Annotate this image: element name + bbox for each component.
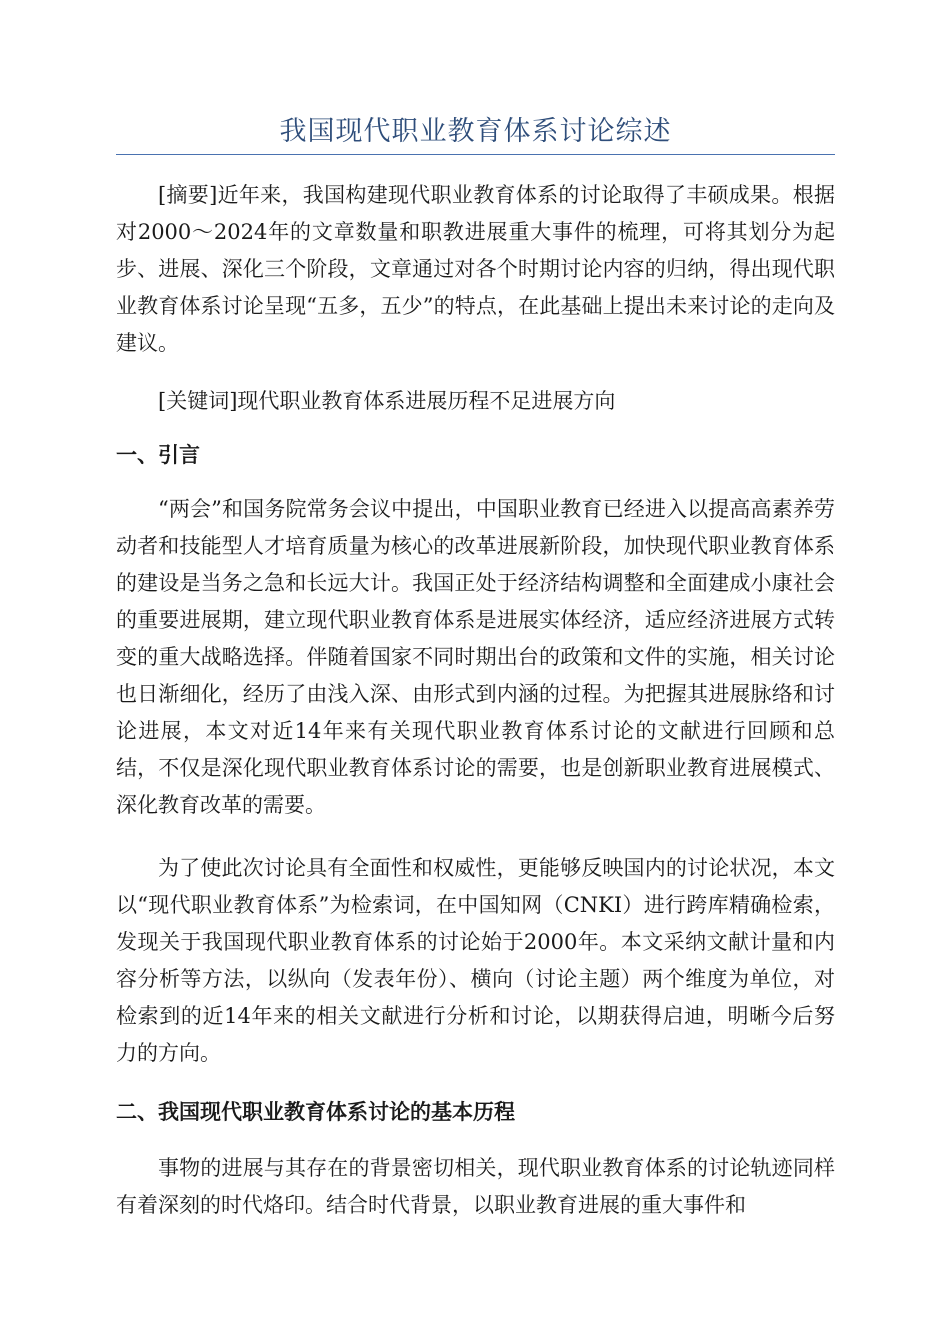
keywords-paragraph: [关键词]现代职业教育体系进展历程不足进展方向 [158, 389, 616, 413]
title-underline [116, 154, 835, 155]
body-paragraph: 为了使此次讨论具有全面性和权威性，更能够反映国内的讨论状况，本文以“现代职业教育体系”为检索词，在中国知网（CNKI）进行跨库精确检索，发现关于我国现代职业教育体系的讨论始于2000年。本文采纳文献计量和内容分析等方法，以纵向（发表年份）、横向（讨论主题）两个维度为单位，对检索到的近14年来的相关文献进行分析和讨论，以期获得启迪，明晰今后努力的方向。 [116, 856, 835, 1065]
section-heading-introduction: 一、引言 [116, 443, 200, 467]
section-heading-history: 二、我国现代职业教育体系讨论的基本历程 [116, 1100, 515, 1124]
document-title: 我国现代职业教育体系讨论综述 [279, 116, 672, 147]
body-paragraph: 事物的进展与其存在的背景密切相关，现代职业教育体系的讨论轨迹同样有着深刻的时代烙印。结合时代背景，以职业教育进展的重大事件和 [116, 1156, 835, 1217]
abstract-paragraph: [摘要]近年来，我国构建现代职业教育体系的讨论取得了丰硕成果。根据对2000～2024年的文章数量和职教进展重大事件的梳理，可将其划分为起步、进展、深化三个阶段，文章通过对各个时期讨论内容的归纳，得出现代职业教育体系讨论呈现“五多，五少”的特点，在此基础上提出未来讨论的走向及建议。 [116, 183, 835, 355]
body-paragraph: “两会”和国务院常务会议中提出，中国职业教育已经进入以提高高素养劳动者和技能型人才培育质量为核心的改革进展新阶段，加快现代职业教育体系的建设是当务之急和长远大计。我国正处于经济结构调整和全面建成小康社会的重要进展期，建立现代职业教育体系是进展实体经济，适应经济进展方式转变的重大战略选择。伴随着国家不同时期出台的政策和文件的实施，相关讨论也日渐细化，经历了由浅入深、由形式到内涵的过程。为把握其进展脉络和讨论进展，本文对近14年来有关现代职业教育体系讨论的文献进行回顾和总结，不仅是深化现代职业教育体系讨论的需要，也是创新职业教育进展模式、深化教育改革的需要。 [116, 497, 835, 817]
